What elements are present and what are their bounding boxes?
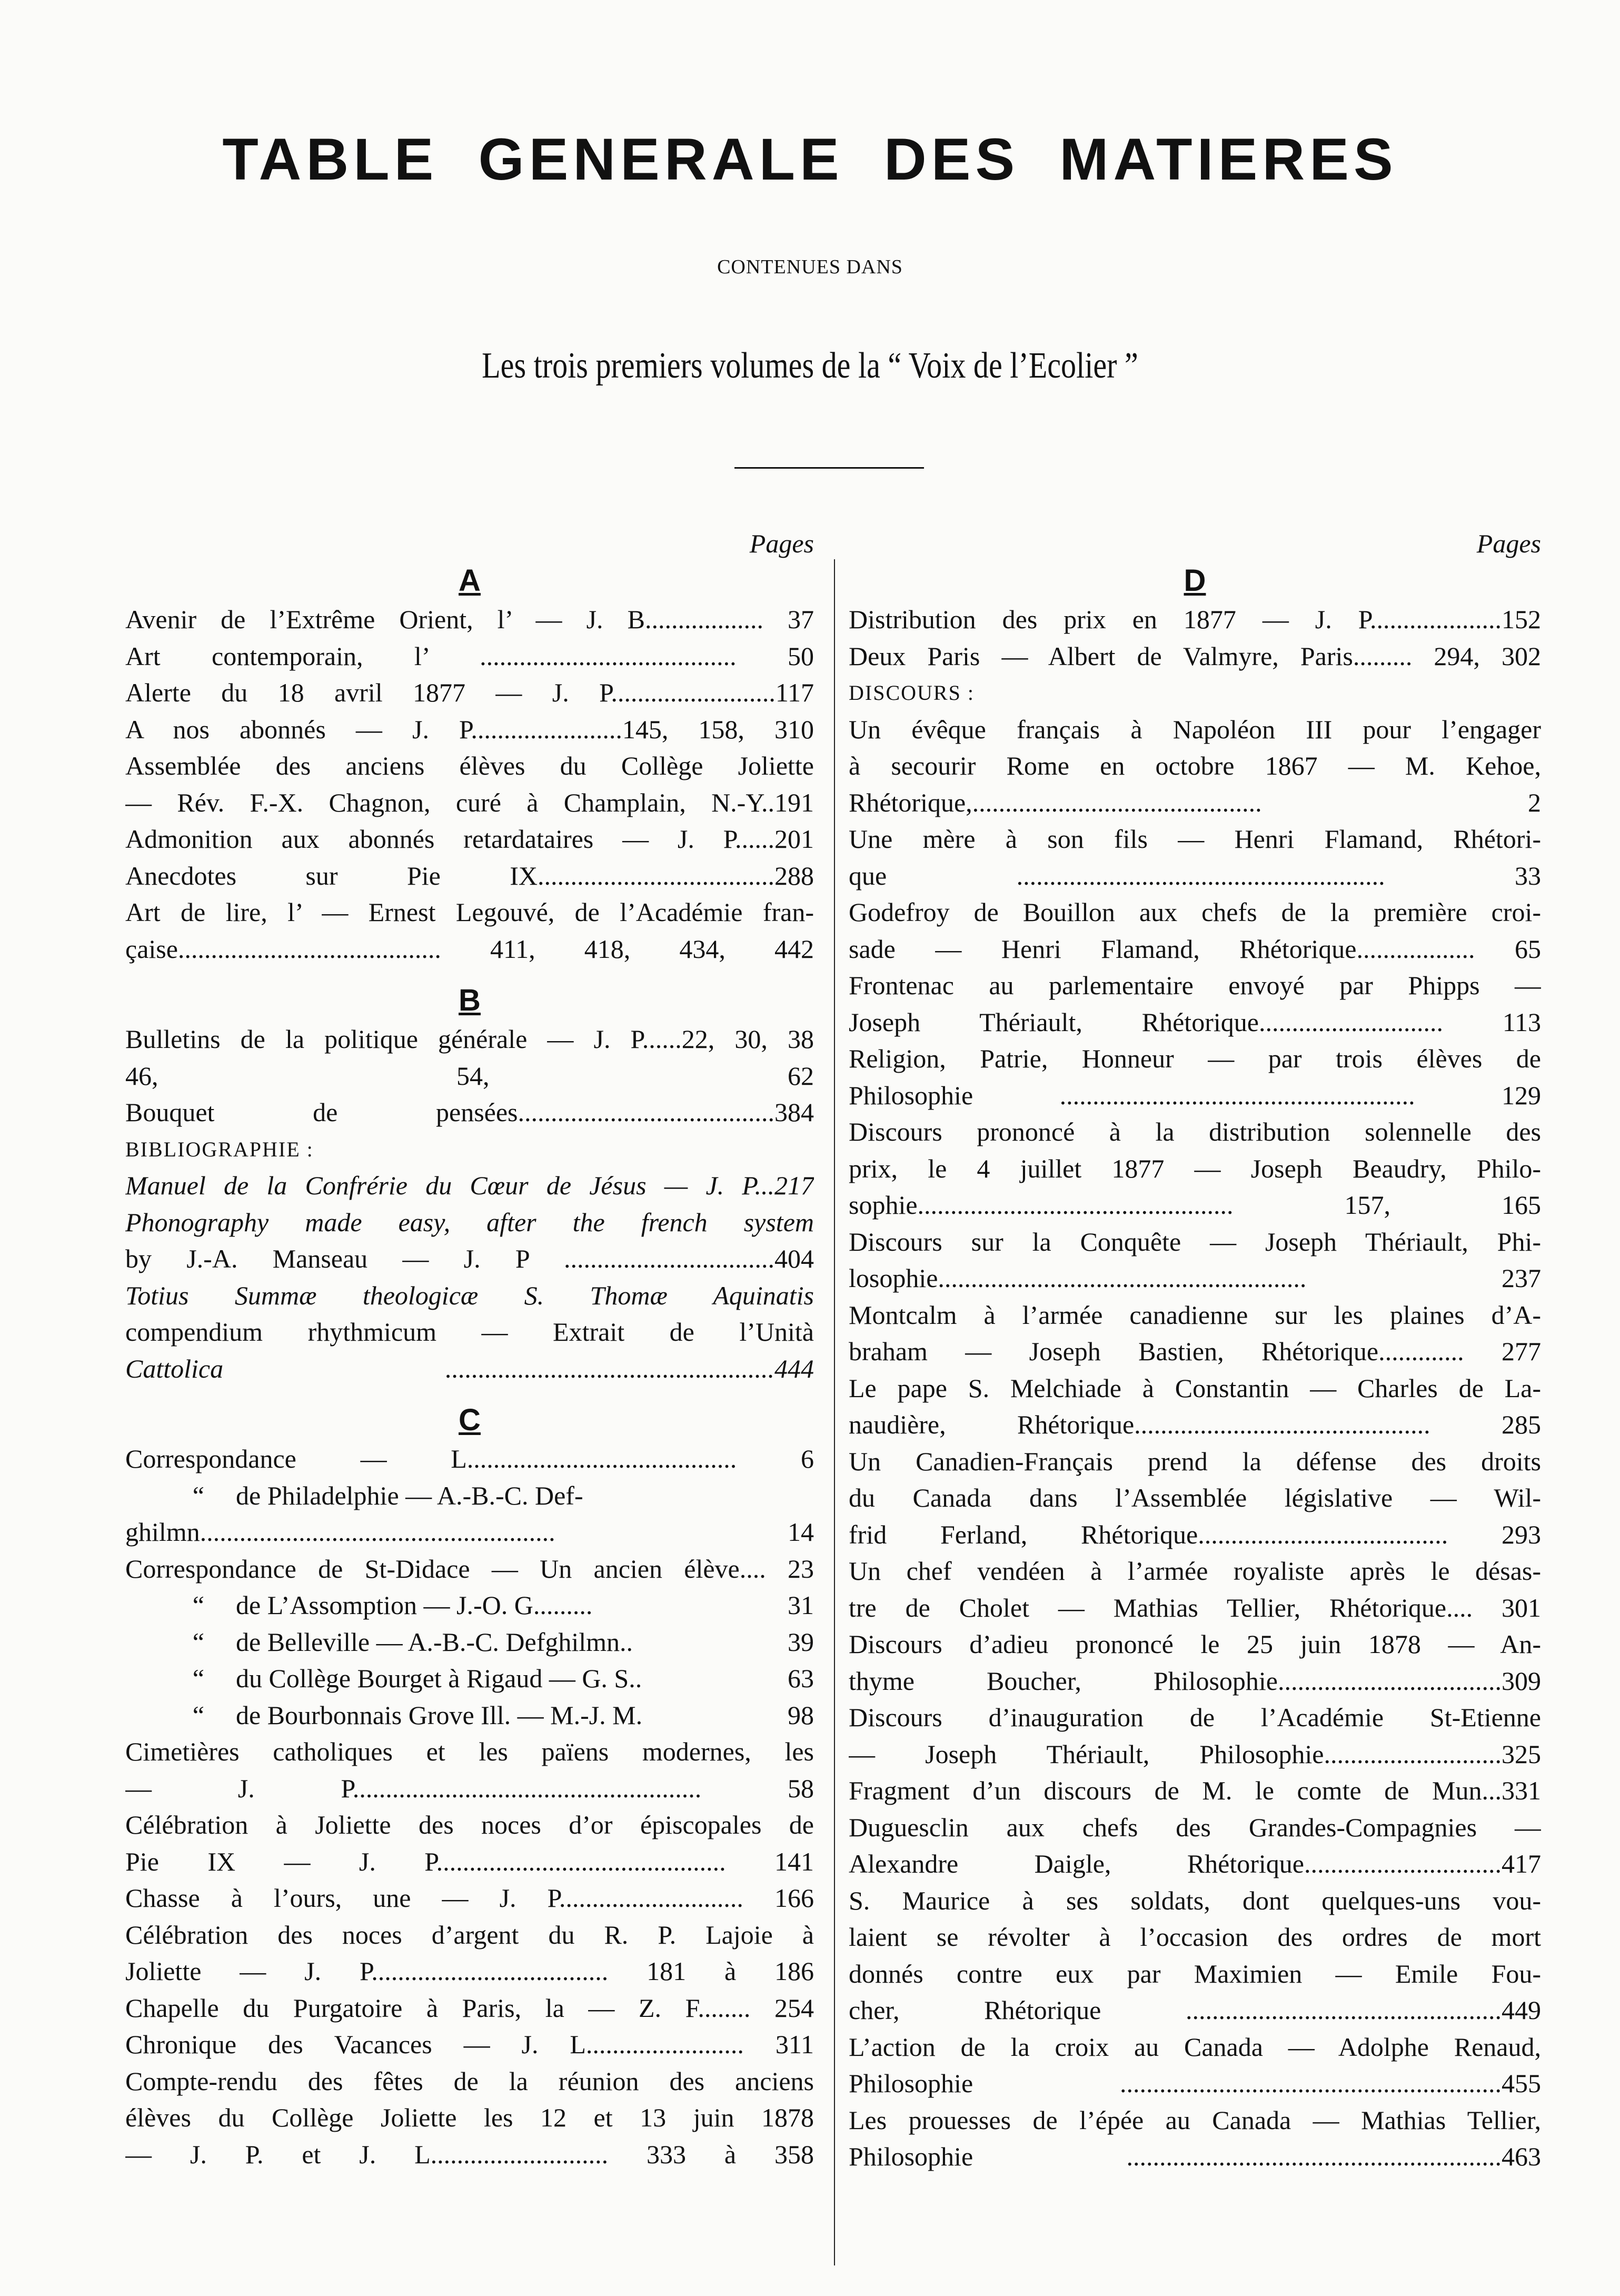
section-c-entries-bottom [125, 1734, 814, 2173]
list-item: Chasse à l’ours, une — J. P............................ 166 [125, 1883, 814, 1913]
subtitle: CONTENUES DANS [717, 256, 903, 278]
list-item: Rhétorique,............................................ 2 [849, 787, 1541, 817]
list-item: Alexandre Daigle, Rhétorique..............................417 [849, 1849, 1541, 1878]
list-item: Phonography made easy, after the french system [125, 1207, 814, 1237]
entry-text: du Collège Bourget à Rigaud — G. S.. [236, 1664, 642, 1693]
list-item: Un Canadien-Français prend la défense des droits [849, 1446, 1541, 1476]
list-item: Bouquet de pensées.......................................384 [125, 1097, 814, 1127]
page-number: 63 [788, 1664, 814, 1693]
pages-label: Pages [1476, 529, 1541, 558]
list-item: Fragment d’un discours de M. le comte de Mun...331 [849, 1776, 1541, 1805]
ditto-mark: “ [192, 1700, 204, 1730]
section-a-entries [125, 601, 814, 967]
entry-text: de Bourbonnais Grove Ill. — M.-J. M. [236, 1700, 643, 1730]
list-item: Un évêque français à Napoléon III pour l’engager [849, 714, 1541, 744]
list-item: ghilmn...................................................... 14 [125, 1517, 814, 1547]
list-item: Chronique des Vacances — J. L........................ 311 [125, 2030, 814, 2059]
list-item: Godefroy de Bouillon aux chefs de la première croi- [849, 897, 1541, 927]
list-item: Philosophie ..........................................................455 [849, 2069, 1541, 2098]
list-item: Célébration des noces d’argent du R. P. Lajoie à [125, 1919, 814, 1949]
section-letter-d: D [1184, 563, 1206, 598]
list-item: losophie........................................................ 237 [849, 1263, 1541, 1293]
page-number: 39 [788, 1627, 814, 1657]
list-item: Les prouesses de l’épée au Canada — Mathias Tellier, [849, 2105, 1541, 2135]
list-item: que ........................................................ 33 [849, 860, 1541, 890]
list-item: prix, le 4 juillet 1877 — Joseph Beaudry, Philo- [849, 1153, 1541, 1183]
page-number: 31 [788, 1590, 814, 1620]
list-item: Manuel de la Confrérie du Cœur de Jésus — J. P...217 [125, 1171, 814, 1200]
list-item: laient se révolter à l’occasion des ordres de mort [849, 1922, 1541, 1952]
list-item: Un chef vendéen à l’armée royaliste après le désas- [849, 1556, 1541, 1586]
section-b-entries [125, 1021, 814, 1131]
entry-text: de L’Assomption — J.-O. G......... [236, 1590, 593, 1620]
list-item: Philosophie ...................................................... 129 [849, 1080, 1541, 1110]
list-item: Compte-rendu des fêtes de la réunion des anciens [125, 2066, 814, 2096]
list-item: sophie................................................ 157, 165 [849, 1190, 1541, 1220]
page-title: TABLE GENERALE DES MATIERES [222, 126, 1398, 192]
list-item: Deux Paris — Albert de Valmyre, Paris......... 294, 302 [849, 641, 1541, 671]
bibliographie-entries [125, 1167, 814, 1387]
volumes-heading: Les trois premiers volumes de la “ Voix de l’Ecolier ” [482, 345, 1138, 386]
list-item: — Rév. F.-X. Chagnon, curé à Champlain, N.-Y..191 [125, 787, 814, 817]
list-item: Anecdotes sur Pie IX....................................288 [125, 860, 814, 890]
list-item [125, 1660, 814, 1697]
discours-entries [849, 711, 1541, 2175]
section-d-entries-top [849, 601, 1541, 675]
section-letter-a: A [459, 563, 481, 598]
section-letter-b: B [459, 983, 481, 1017]
list-item: Discours d’inauguration de l’Académie St-Etienne [849, 1703, 1541, 1732]
list-item: S. Maurice à ses soldats, dont quelques-uns vou- [849, 1885, 1541, 1915]
list-item: Bulletins de la politique générale — J. P......22, 30, 38 [125, 1024, 814, 1054]
left-column [125, 527, 814, 2173]
page-number: 98 [788, 1700, 814, 1730]
list-item: Assemblée des anciens élèves du Collège Joliette [125, 751, 814, 780]
list-item: Admonition aux abonnés retardataires — J. P......201 [125, 824, 814, 854]
list-item: Alerte du 18 avril 1877 — J. P.........................117 [125, 678, 814, 707]
list-item: Art contemporain, l’ ....................................... 50 [125, 641, 814, 671]
list-item: Distribution des prix en 1877 — J. P....................152 [849, 605, 1541, 634]
correspondance-sub-entries [125, 1587, 814, 1734]
bibliographie-heading: BIBLIOGRAPHIE : [125, 1137, 314, 1161]
list-item: élèves du Collège Joliette les 12 et 13 juin 1878 [125, 2103, 814, 2132]
list-item: Discours d’adieu prononcé le 25 juin 1878 — An- [849, 1629, 1541, 1659]
column-divider [834, 559, 835, 2265]
list-item: cher, Rhétorique ................................................449 [849, 1995, 1541, 2025]
list-item [125, 1624, 814, 1661]
list-item: sade — Henri Flamand, Rhétorique.................. 65 [849, 934, 1541, 964]
list-item: thyme Boucher, Philosophie..................................309 [849, 1666, 1541, 1696]
section-letter-c: C [459, 1403, 481, 1437]
list-item: Discours sur la Conquête — Joseph Thériault, Phi- [849, 1226, 1541, 1256]
list-item: Duguesclin aux chefs des Grandes-Compagnies — [849, 1812, 1541, 1842]
list-item: Avenir de l’Extrême Orient, l’ — J. B.................. 37 [125, 605, 814, 634]
list-item: frid Ferland, Rhétorique...................................... 293 [849, 1519, 1541, 1549]
list-item: tre de Cholet — Mathias Tellier, Rhétorique.... 301 [849, 1592, 1541, 1622]
title-rule [734, 467, 924, 469]
ditto-mark: “ [192, 1590, 204, 1620]
list-item: Une mère à son fils — Henri Flamand, Rhétori- [849, 824, 1541, 854]
list-item: L’action de la croix au Canada — Adolphe Renaud, [849, 2032, 1541, 2062]
ditto-mark: “ [192, 1664, 204, 1693]
list-item [125, 1587, 814, 1624]
list-item: Cattolica ..................................................444 [125, 1353, 814, 1383]
list-item: Joseph Thériault, Rhétorique............................ 113 [849, 1007, 1541, 1037]
list-item: — J. P. et J. L........................... 333 à 358 [125, 2139, 814, 2169]
list-item: Chapelle du Purgatoire à Paris, la — Z. F........ 254 [125, 1993, 814, 2023]
list-item: Célébration à Joliette des noces d’or épiscopales de [125, 1810, 814, 1839]
list-item [125, 1478, 814, 1515]
entry-text: de Belleville — A.-B.-C. Defghilmn.. [236, 1627, 633, 1657]
list-item: compendium rhythmicum — Extrait de l’Unità [125, 1317, 814, 1347]
list-item: Discours prononcé à la distribution solennelle des [849, 1117, 1541, 1146]
list-item: Le pape S. Melchiade à Constantin — Charles de La- [849, 1373, 1541, 1403]
list-item [125, 1697, 814, 1734]
ditto-mark: “ [192, 1627, 204, 1657]
list-item: Correspondance de St-Didace — Un ancien élève.... 23 [125, 1553, 814, 1584]
list-item: 46, 54, 62 [125, 1061, 814, 1091]
list-item: Religion, Patrie, Honneur — par trois élèves de [849, 1044, 1541, 1073]
discours-heading: DISCOURS : [849, 681, 975, 705]
right-column [849, 527, 1541, 2175]
list-item: Philosophie .........................................................463 [849, 2142, 1541, 2171]
list-item: Correspondance — L......................................... 6 [125, 1444, 814, 1473]
list-item: Frontenac au parlementaire envoyé par Phipps — [849, 971, 1541, 1000]
entry-text: de Philadelphie — A.-B.-C. Def- [236, 1480, 583, 1510]
list-item: by J.-A. Manseau — J. P ................................404 [125, 1244, 814, 1273]
pages-label: Pages [749, 529, 814, 558]
list-item: braham — Joseph Bastien, Rhétorique............. 277 [849, 1337, 1541, 1366]
list-item: Joliette — J. P.................................... 181 à 186 [125, 1956, 814, 1986]
list-item: — Joseph Thériault, Philosophie...........................325 [849, 1739, 1541, 1769]
list-item: du Canada dans l’Assemblée législative — Wil- [849, 1483, 1541, 1512]
list-item: Totius Summæ theologicæ S. Thomæ Aquinatis [125, 1280, 814, 1310]
list-item: Art de lire, l’ — Ernest Legouvé, de l’Académie fran- [125, 897, 814, 927]
list-item: donnés contre eux par Maximien — Emile Fou- [849, 1958, 1541, 1988]
list-item: naudière, Rhétorique............................................. 285 [849, 1410, 1541, 1439]
list-item: Pie IX — J. P............................................ 141 [125, 1846, 814, 1876]
list-item: à secourir Rome en octobre 1867 — M. Kehoe, [849, 751, 1541, 780]
list-item: Montcalm à l’armée canadienne sur les plaines d’A- [849, 1300, 1541, 1330]
list-item: A nos abonnés — J. P.......................145, 158, 310 [125, 714, 814, 744]
list-item: çaise........................................ 411, 418, 434, 442 [125, 934, 814, 964]
list-item: Cimetières catholiques et les païens modernes, les [125, 1737, 814, 1766]
list-item: — J. P..................................................... 58 [125, 1773, 814, 1803]
ditto-mark: “ [192, 1480, 204, 1510]
section-c-entries-top [125, 1441, 814, 1478]
